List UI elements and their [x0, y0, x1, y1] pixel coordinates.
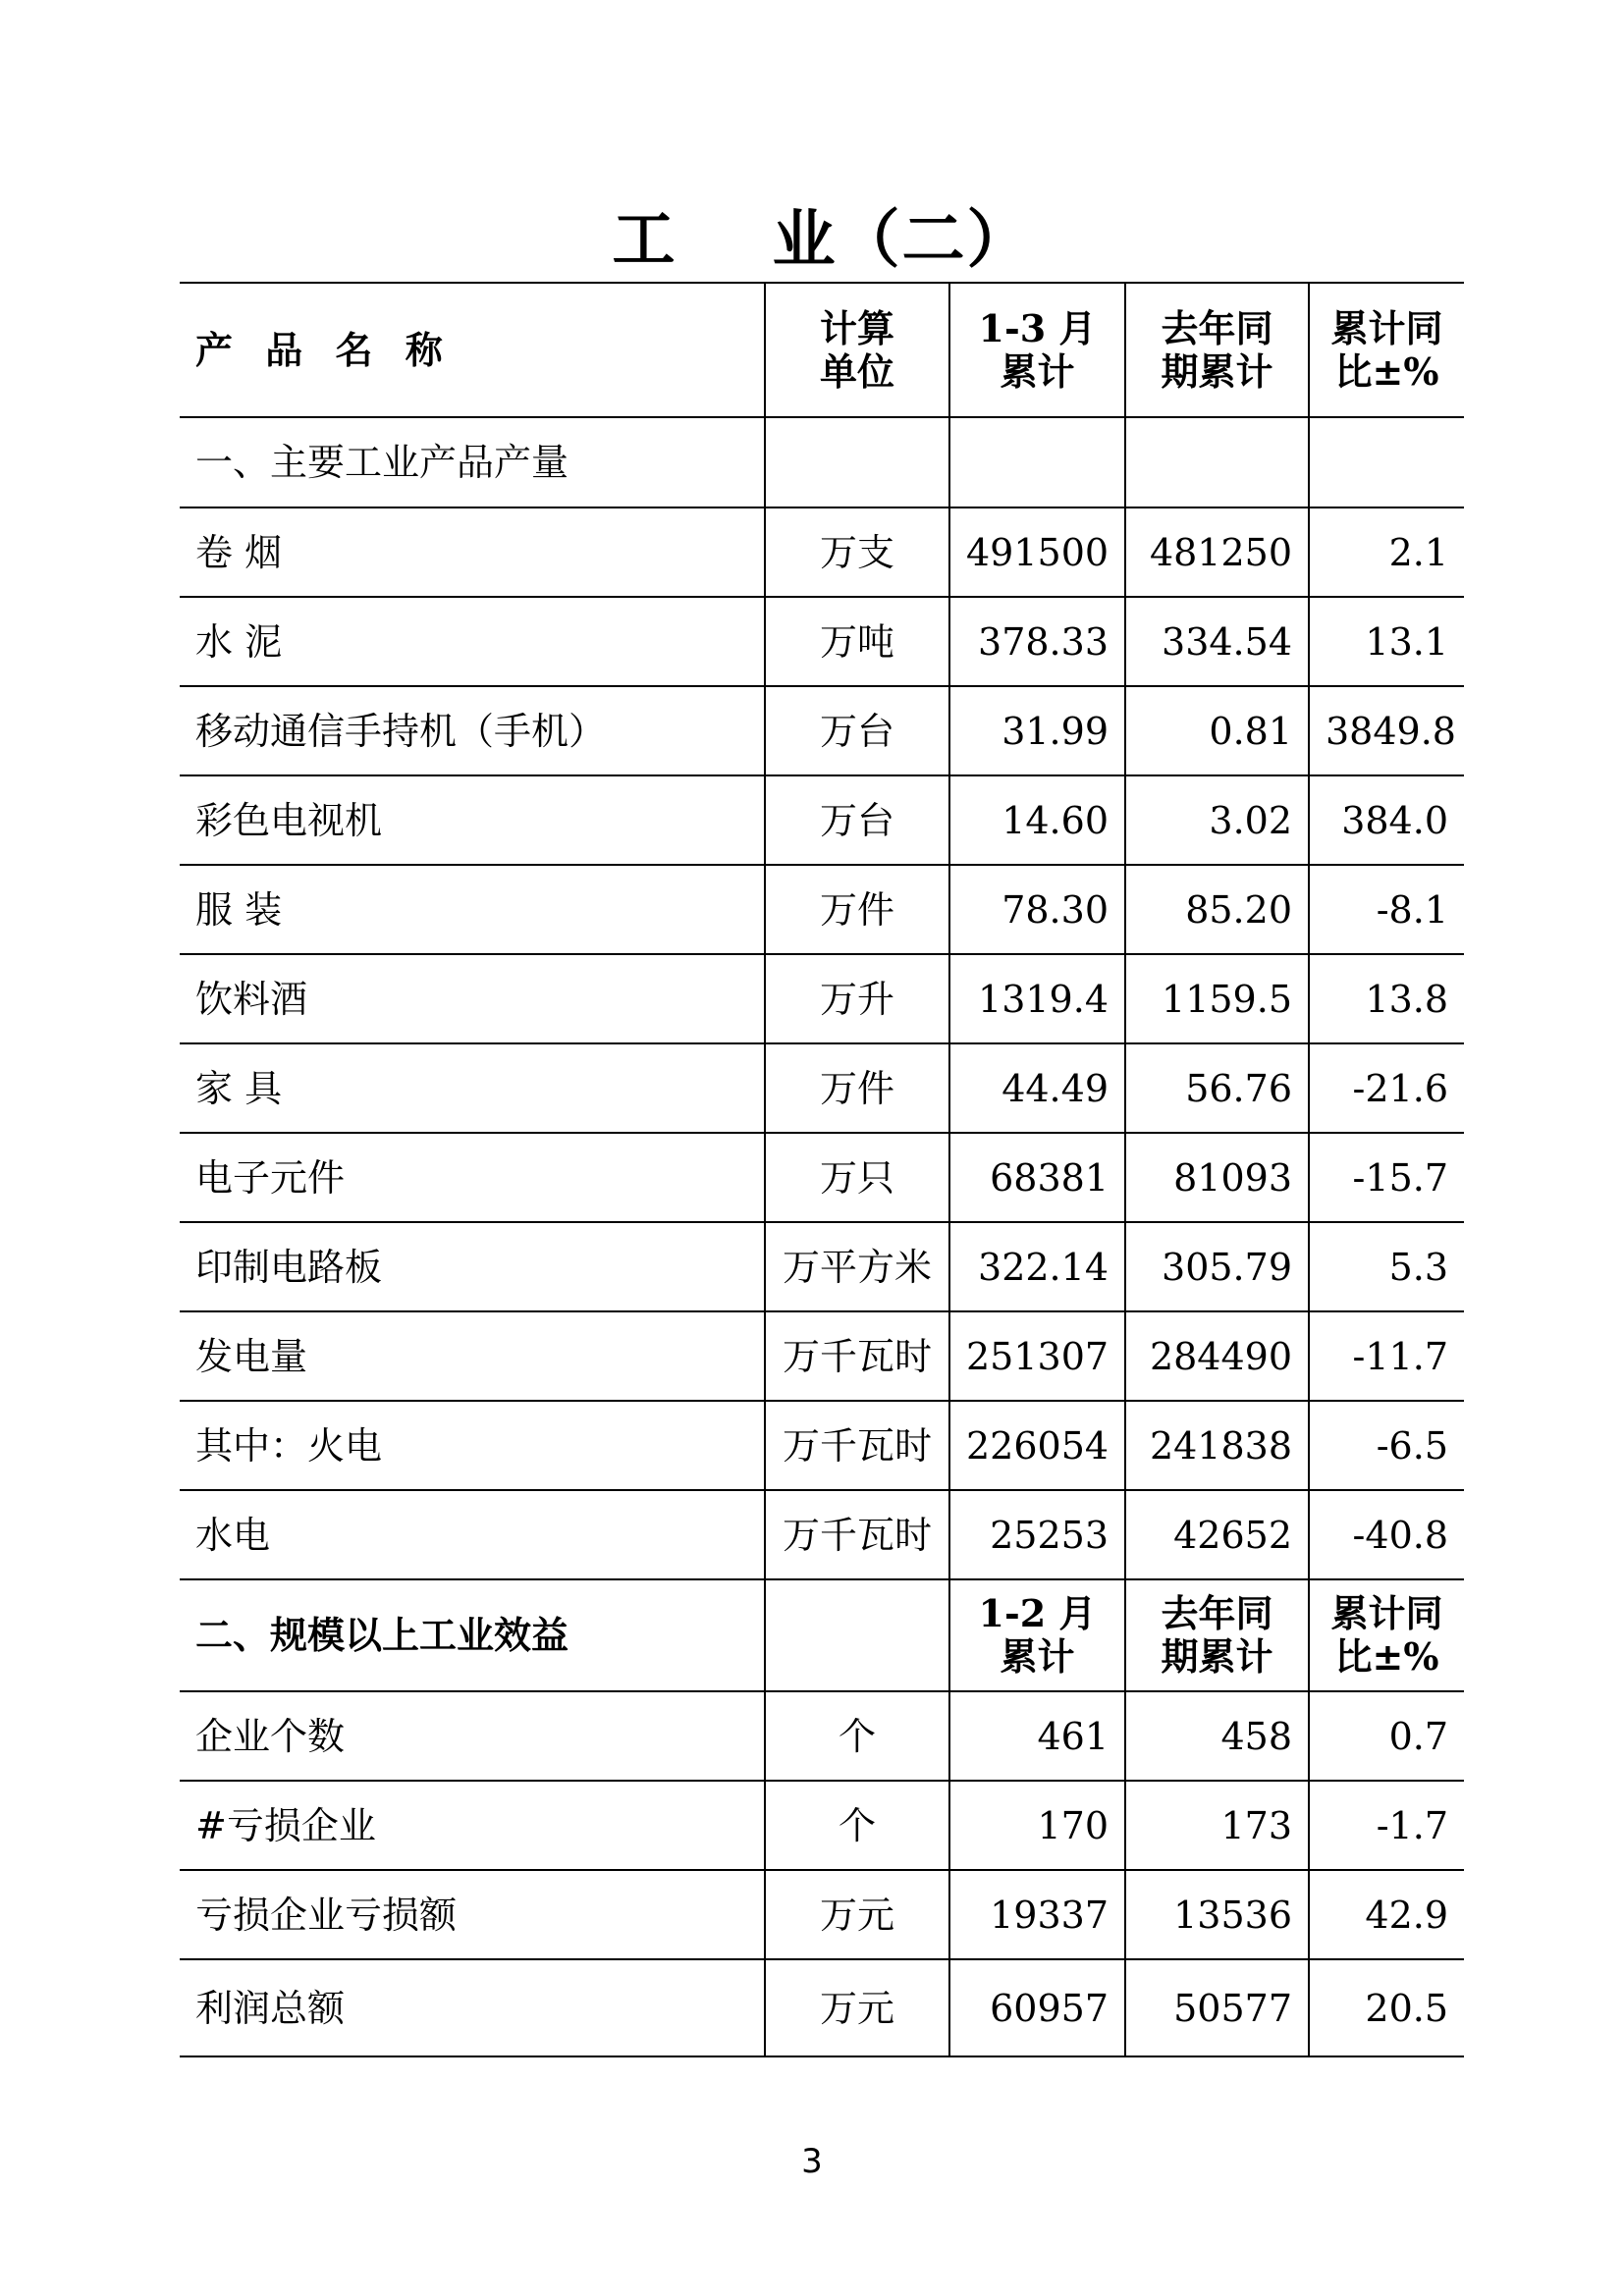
current-value: 226054: [949, 1401, 1125, 1490]
current-value: 461: [949, 1691, 1125, 1781]
current-value: 1319.4: [949, 954, 1125, 1043]
indicator-name: 企业个数: [180, 1691, 765, 1781]
previous-value: 284490: [1125, 1311, 1309, 1401]
yoy-value: -1.7: [1309, 1781, 1464, 1870]
empty-cell: [765, 1579, 949, 1691]
table-row: [180, 954, 1464, 1043]
previous-value: 305.79: [1125, 1222, 1309, 1311]
header-yoy-change: [1309, 283, 1464, 417]
yoy-value: -11.7: [1309, 1311, 1464, 1401]
previous-value: 481250: [1125, 507, 1309, 597]
unit-cell: 万平方米: [765, 1222, 949, 1311]
page-title: 工 业（二）: [612, 203, 1032, 277]
previous-value: 81093: [1125, 1133, 1309, 1222]
previous-value: 3.02: [1125, 775, 1309, 865]
unit-cell: 万台: [765, 686, 949, 775]
unit-cell: 万台: [765, 775, 949, 865]
header-current-line2: 累计: [1000, 348, 1075, 394]
table-row: [180, 686, 1464, 775]
empty-cell: [1125, 417, 1309, 507]
product-name: 家 具: [180, 1043, 765, 1133]
current-value: 25253: [949, 1490, 1125, 1579]
unit-cell: 万元: [765, 1959, 949, 2056]
current-value: 322.14: [949, 1222, 1125, 1311]
yoy-value: -21.6: [1309, 1043, 1464, 1133]
yoy-value: -40.8: [1309, 1490, 1464, 1579]
table-header-row: [180, 283, 1464, 417]
table-row: [180, 1401, 1464, 1490]
table-row: [180, 1691, 1464, 1781]
current-value: 60957: [949, 1959, 1125, 2056]
table-row: [180, 1870, 1464, 1959]
indicator-name: #亏损企业: [180, 1781, 765, 1870]
product-name: 印制电路板: [180, 1222, 765, 1311]
section-output-row: [180, 417, 1464, 507]
product-name: 移动通信手持机（手机）: [180, 686, 765, 775]
table-row: [180, 1043, 1464, 1133]
header-unit-line2: 单位: [819, 348, 894, 394]
unit-cell: 万千瓦时: [765, 1311, 949, 1401]
unit-cell: 万千瓦时: [765, 1490, 949, 1579]
yoy-value: 13.1: [1309, 597, 1464, 686]
subheader-yoy-line2: 比±%: [1334, 1634, 1439, 1679]
unit-cell: 个: [765, 1691, 949, 1781]
unit-cell: 万只: [765, 1133, 949, 1222]
table-row: [180, 775, 1464, 865]
product-name: 水电: [180, 1490, 765, 1579]
indicator-name: 利润总额: [180, 1959, 765, 2056]
table-row: [180, 1311, 1464, 1401]
previous-value: 173: [1125, 1781, 1309, 1870]
section-profit-label: 二、规模以上工业效益: [180, 1579, 765, 1691]
previous-value: 1159.5: [1125, 954, 1309, 1043]
subheader-yoy-line1: 累计同: [1330, 1591, 1443, 1635]
previous-value: 50577: [1125, 1959, 1309, 2056]
table-row: [180, 1959, 1464, 2056]
yoy-value: 3849.8: [1309, 686, 1464, 775]
product-name: 水 泥: [180, 597, 765, 686]
unit-cell: 万元: [765, 1870, 949, 1959]
yoy-value: 5.3: [1309, 1222, 1464, 1311]
yoy-value: 0.7: [1309, 1691, 1464, 1781]
product-name: 彩色电视机: [180, 775, 765, 865]
product-name: 电子元件: [180, 1133, 765, 1222]
header-yoy-line2: 比±%: [1334, 348, 1439, 394]
previous-value: 42652: [1125, 1490, 1309, 1579]
unit-cell: 万支: [765, 507, 949, 597]
current-value: 31.99: [949, 686, 1125, 775]
subheader-previous-line2: 期累计: [1161, 1634, 1273, 1679]
previous-value: 0.81: [1125, 686, 1309, 775]
industry-statistics-table: [180, 282, 1464, 2057]
current-value: 251307: [949, 1311, 1125, 1401]
yoy-value: 384.0: [1309, 775, 1464, 865]
previous-value: 85.20: [1125, 865, 1309, 954]
yoy-value: 42.9: [1309, 1870, 1464, 1959]
subheader-yoy-change: [1309, 1579, 1464, 1691]
header-product-name: 产 品 名 称: [180, 283, 765, 417]
yoy-value: -8.1: [1309, 865, 1464, 954]
current-value: 491500: [949, 507, 1125, 597]
previous-value: 334.54: [1125, 597, 1309, 686]
indicator-name: 亏损企业亏损额: [180, 1870, 765, 1959]
unit-cell: 万件: [765, 1043, 949, 1133]
table-row: [180, 597, 1464, 686]
current-value: 68381: [949, 1133, 1125, 1222]
current-value: 78.30: [949, 865, 1125, 954]
table-row: [180, 865, 1464, 954]
header-previous-cumulative: [1125, 283, 1309, 417]
page-number: 3: [801, 2142, 823, 2181]
yoy-value: 2.1: [1309, 507, 1464, 597]
current-value: 14.60: [949, 775, 1125, 865]
yoy-value: -6.5: [1309, 1401, 1464, 1490]
current-value: 19337: [949, 1870, 1125, 1959]
table-row: [180, 1133, 1464, 1222]
header-previous-line2: 期累计: [1161, 348, 1273, 394]
subheader-previous-cumulative: [1125, 1579, 1309, 1691]
unit-cell: 个: [765, 1781, 949, 1870]
unit-cell: 万吨: [765, 597, 949, 686]
unit-cell: 万升: [765, 954, 949, 1043]
product-name: 饮料酒: [180, 954, 765, 1043]
product-name: 服 装: [180, 865, 765, 954]
table-row: [180, 507, 1464, 597]
current-value: 44.49: [949, 1043, 1125, 1133]
table-row: [180, 1222, 1464, 1311]
current-value: 170: [949, 1781, 1125, 1870]
empty-cell: [765, 417, 949, 507]
yoy-value: 20.5: [1309, 1959, 1464, 2056]
header-yoy-line1: 累计同: [1330, 305, 1443, 350]
previous-value: 13536: [1125, 1870, 1309, 1959]
section-output-label: 一、主要工业产品产量: [180, 417, 765, 507]
header-previous-line1: 去年同: [1161, 305, 1273, 350]
product-name: 其中：火电: [180, 1401, 765, 1490]
subheader-current-cumulative: [949, 1579, 1125, 1691]
product-name: 卷 烟: [180, 507, 765, 597]
unit-cell: 万件: [765, 865, 949, 954]
subheader-current-line1: 1-2 月: [978, 1591, 1097, 1635]
yoy-value: -15.7: [1309, 1133, 1464, 1222]
previous-value: 241838: [1125, 1401, 1309, 1490]
subheader-previous-line1: 去年同: [1161, 1591, 1273, 1635]
empty-cell: [1309, 417, 1464, 507]
header-unit-line1: 计算: [819, 305, 894, 350]
subheader-current-line2: 累计: [1000, 1634, 1075, 1679]
previous-value: 56.76: [1125, 1043, 1309, 1133]
current-value: 378.33: [949, 597, 1125, 686]
previous-value: 458: [1125, 1691, 1309, 1781]
header-unit: [765, 283, 949, 417]
unit-cell: 万千瓦时: [765, 1401, 949, 1490]
table-row: [180, 1490, 1464, 1579]
table-row: [180, 1781, 1464, 1870]
header-current-cumulative: [949, 283, 1125, 417]
empty-cell: [949, 417, 1125, 507]
yoy-value: 13.8: [1309, 954, 1464, 1043]
section-profit-row: [180, 1579, 1464, 1691]
product-name: 发电量: [180, 1311, 765, 1401]
header-current-line1: 1-3 月: [978, 305, 1097, 350]
